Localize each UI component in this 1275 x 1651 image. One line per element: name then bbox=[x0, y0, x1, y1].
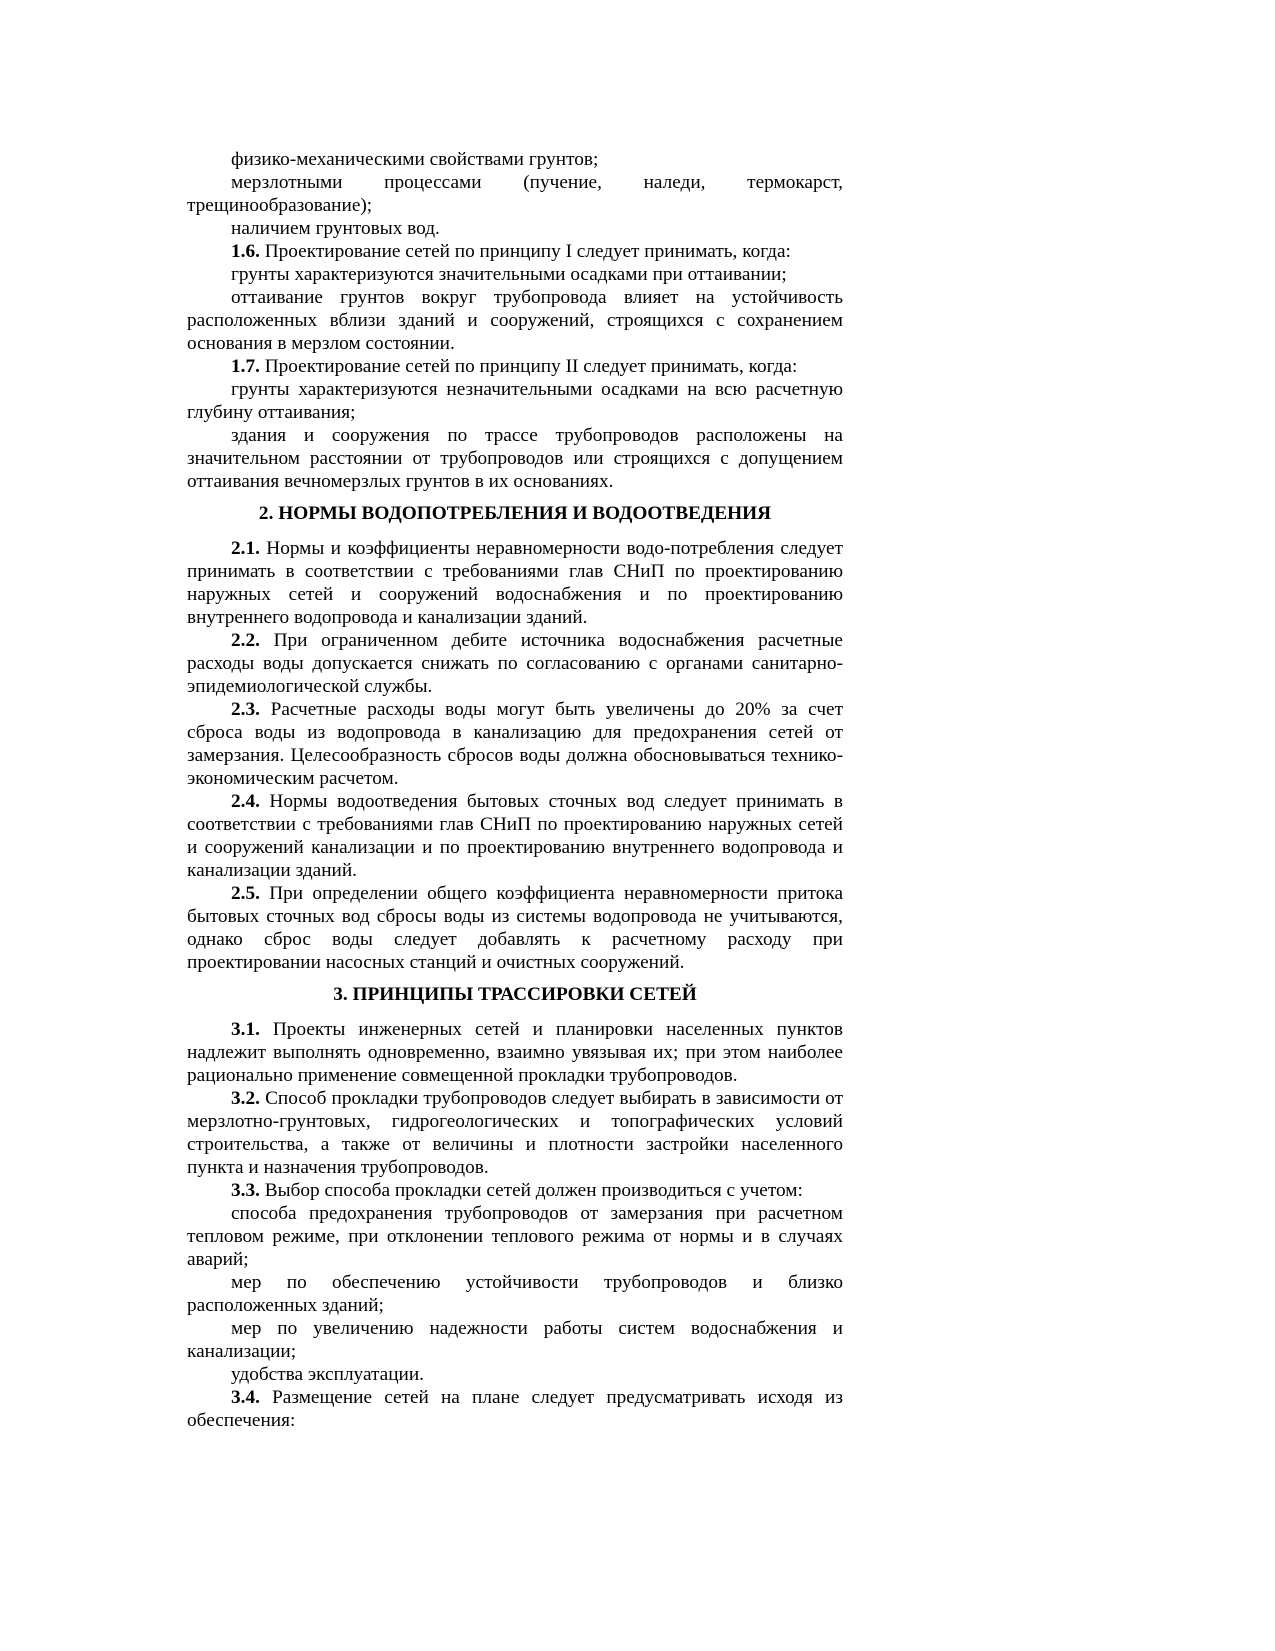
paragraph bbox=[187, 1363, 843, 1386]
paragraph-text: мер по увеличению надежности работы систем водоснабжения и канализации; bbox=[187, 1318, 843, 1362]
clause-number: 2.5. bbox=[231, 883, 260, 904]
paragraph bbox=[187, 355, 843, 378]
paragraph bbox=[187, 790, 843, 882]
clause-number: 3.2. bbox=[231, 1088, 260, 1109]
paragraph-text: При ограниченном дебите источника водоснабжения расчетные расходы воды допускается снижать по согласованию с органами санитарно-эпидемиологической службы. bbox=[187, 630, 843, 697]
paragraph bbox=[187, 171, 843, 217]
clause-number: 2.2. bbox=[231, 630, 260, 651]
paragraph-text: грунты характеризуются значительными осадками при оттаивании; bbox=[231, 264, 787, 285]
clause-number: 3.1. bbox=[231, 1019, 260, 1040]
clause-number: 1.6. bbox=[231, 241, 260, 262]
clause-number: 2.4. bbox=[231, 791, 260, 812]
paragraph-text: Расчетные расходы воды могут быть увеличены до 20% за счет сброса воды из водопровода в канализацию для предохранения сетей от замерзания. Целесообразность сбросов воды должна обосновываться технико-экономическим расчетом. bbox=[187, 699, 843, 789]
section-2-body bbox=[187, 537, 843, 974]
clause-number: 3.3. bbox=[231, 1180, 260, 1201]
paragraph bbox=[187, 1202, 843, 1271]
section-heading: 2. НОРМЫ ВОДОПОТРЕБЛЕНИЯ И ВОДООТВЕДЕНИЯ bbox=[258, 503, 772, 524]
paragraph bbox=[187, 537, 843, 629]
paragraph-text: физико-механическими свойствами грунтов; bbox=[231, 149, 599, 170]
paragraph bbox=[187, 1018, 843, 1087]
clause-number: 2.3. bbox=[231, 699, 260, 720]
paragraph bbox=[187, 882, 843, 974]
paragraph bbox=[187, 1179, 843, 1202]
paragraph-text: При определении общего коэффициента неравномерности притока бытовых сточных вод сбросы воды из системы водопровода не учитываются, однако сброс воды следует добавлять к расчетному расходу при проектировании насосных станций и очистных сооружений. bbox=[187, 883, 843, 973]
paragraph-text: удобства эксплуатации. bbox=[231, 1364, 424, 1385]
paragraph bbox=[187, 629, 843, 698]
paragraph bbox=[187, 1271, 843, 1317]
paragraph-text: Проектирование сетей по принципу II следует принимать, когда: bbox=[259, 356, 798, 377]
paragraph-text: здания и сооружения по трассе трубопроводов расположены на значительном расстоянии от трубопроводов или строящихся с допущением оттаивания вечномерзлых грунтов в их основаниях. bbox=[187, 425, 843, 492]
paragraph-text: Нормы водоотведения бытовых сточных вод следует принимать в соответствии с требованиями глав СНиП по проектированию наружных сетей и сооружений канализации и по проектированию внутреннего водопровода и канализации зданий. bbox=[187, 791, 843, 881]
paragraph-text: наличием грунтовых вод. bbox=[231, 218, 440, 239]
paragraph bbox=[187, 286, 843, 355]
paragraph-text: Размещение сетей на плане следует предусматривать исходя из обеспечения: bbox=[187, 1387, 843, 1431]
paragraph-text: Нормы и коэффициенты неравномерности водо-потребления следует принимать в соответствии с требованиями глав СНиП по проектированию наружных сетей и сооружений водоснабжения и по проектированию внутреннего водопровода и канализации зданий. bbox=[187, 538, 843, 628]
paragraph-text: Проекты инженерных сетей и планировки населенных пунктов надлежит выполнять одновременно, взаимно увязывая их; при этом наиболее рационально применение совмещенной прокладки трубопроводов. bbox=[187, 1019, 843, 1086]
paragraph bbox=[187, 148, 843, 171]
document-page bbox=[187, 148, 843, 1432]
section-heading: 3. ПРИНЦИПЫ ТРАССИРОВКИ СЕТЕЙ bbox=[333, 984, 697, 1005]
paragraph-text: грунты характеризуются незначительными осадками на всю расчетную глубину оттаивания; bbox=[187, 379, 843, 423]
paragraph bbox=[187, 424, 843, 493]
paragraph-text: Способ прокладки трубопроводов следует выбирать в зависимости от мерзлотно-грунтовых, гидрогеологических и топографических условий строительства, а также от величины и плотности застройки населенного пункта и назначения трубопроводов. bbox=[187, 1088, 843, 1178]
intro-block bbox=[187, 148, 843, 493]
paragraph bbox=[187, 1386, 843, 1432]
paragraph bbox=[187, 378, 843, 424]
paragraph-text: оттаивание грунтов вокруг трубопровода влияет на устойчивость расположенных вблизи зданий и сооружений, строящихся с сохранением основания в мерзлом состоянии. bbox=[187, 287, 843, 354]
paragraph-text: мерзлотными процессами (пучение, наледи, термокарст, трещинообразование); bbox=[187, 172, 843, 216]
paragraph-text: мер по обеспечению устойчивости трубопроводов и близко расположенных зданий; bbox=[187, 1272, 843, 1316]
paragraph bbox=[187, 698, 843, 790]
paragraph bbox=[187, 263, 843, 286]
paragraph bbox=[187, 1087, 843, 1179]
clause-number: 2.1. bbox=[231, 538, 260, 559]
clause-number: 3.4. bbox=[231, 1387, 260, 1408]
section-3-body bbox=[187, 1018, 843, 1432]
paragraph-text: Выбор способа прокладки сетей должен производиться с учетом: bbox=[259, 1180, 803, 1201]
paragraph-text: Проектирование сетей по принципу I следует принимать, когда: bbox=[259, 241, 791, 262]
paragraph bbox=[187, 217, 843, 240]
paragraph bbox=[187, 1317, 843, 1363]
clause-number: 1.7. bbox=[231, 356, 260, 377]
paragraph bbox=[187, 240, 843, 263]
paragraph-text: способа предохранения трубопроводов от замерзания при расчетном тепловом режиме, при отклонении теплового режима от нормы и в случаях аварий; bbox=[187, 1203, 843, 1270]
